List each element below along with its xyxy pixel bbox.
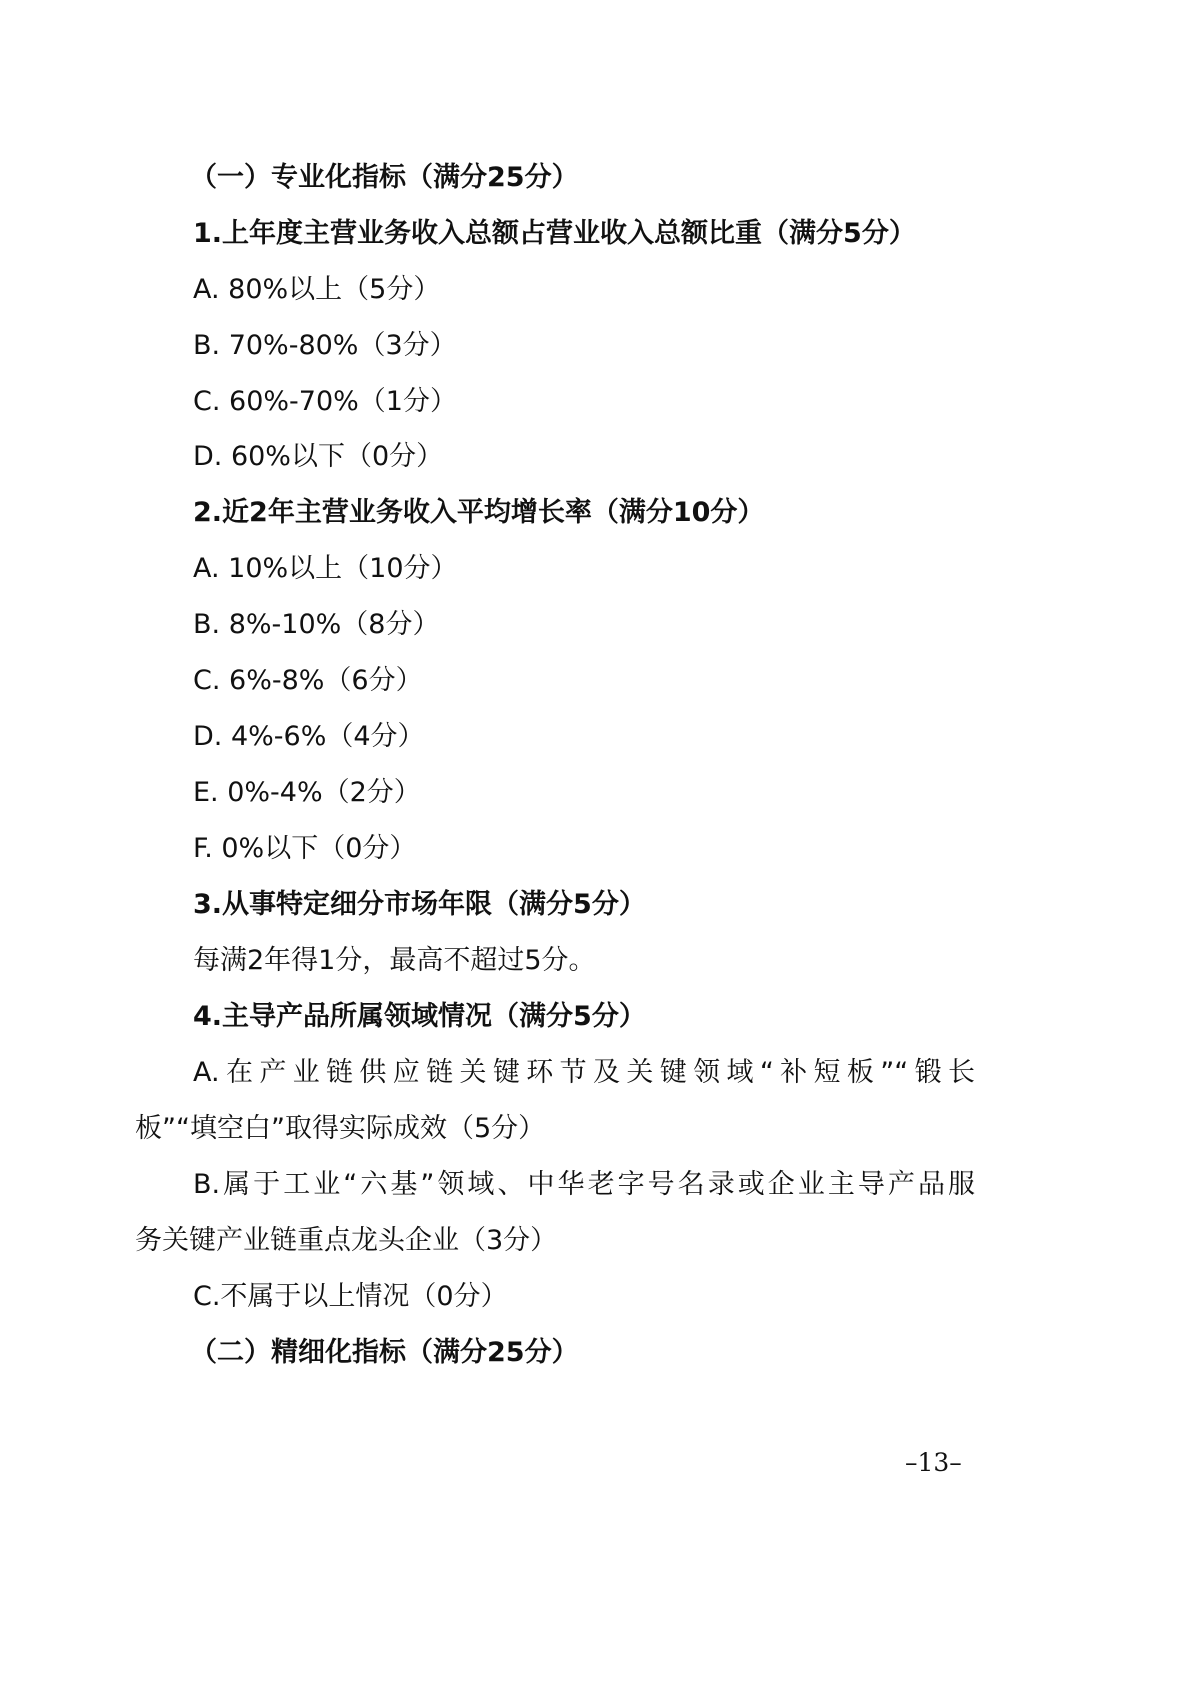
item-heading: 1.上年度主营业务收入总额占营业收入总额比重（满分5分）: [193, 218, 916, 249]
option: D. 60%以下（0分）: [193, 441, 444, 472]
page-number: –13–: [905, 1448, 962, 1477]
item-heading: 3.从事特定细分市场年限（满分5分）: [193, 889, 646, 920]
option: C.不属于以上情况（0分）: [193, 1281, 508, 1312]
option: E. 0%-4%（2分）: [193, 777, 421, 808]
option: A. 10%以上（10分）: [193, 553, 458, 584]
option: F. 0%以下（0分）: [193, 833, 417, 864]
option: A.在产业链供应链关键环节及关键领域“补短板”“锻长: [193, 1057, 975, 1088]
option: D. 4%-6%（4分）: [193, 721, 425, 752]
paragraph: 每满2年得1分，最高不超过5分。: [193, 945, 596, 976]
section-heading: （二）精细化指标（满分25分）: [190, 1337, 579, 1368]
option: B. 8%-10%（8分）: [193, 609, 440, 640]
option: C. 60%-70%（1分）: [193, 386, 457, 417]
item-heading: 4.主导产品所属领域情况（满分5分）: [193, 1001, 646, 1032]
option: A. 80%以上（5分）: [193, 274, 441, 305]
section-heading: （一）专业化指标（满分25分）: [190, 162, 579, 193]
option-continuation: 板”“填空白”取得实际成效（5分）: [135, 1113, 546, 1144]
option: B.属于工业“六基”领域、中华老字号名录或企业主导产品服: [193, 1169, 975, 1200]
item-heading: 2.近2年主营业务收入平均增长率（满分10分）: [193, 497, 765, 528]
option: C. 6%-8%（6分）: [193, 665, 423, 696]
option: B. 70%-80%（3分）: [193, 330, 457, 361]
option-continuation: 务关键产业链重点龙头企业（3分）: [135, 1225, 558, 1256]
